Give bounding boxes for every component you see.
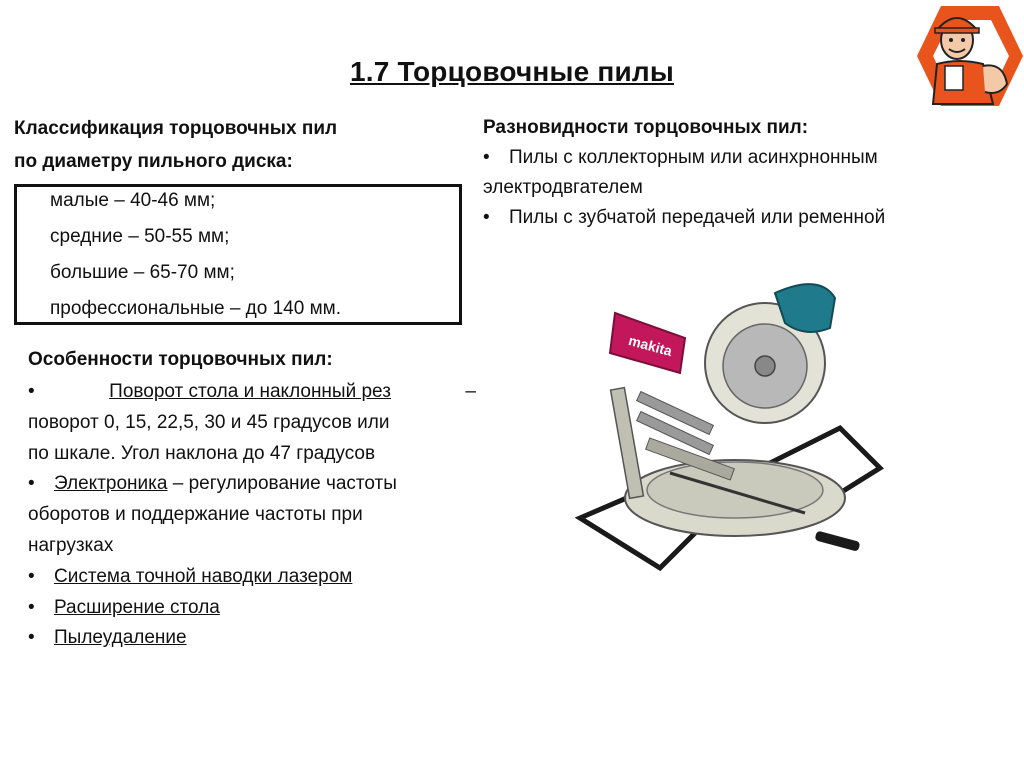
sizes-list	[50, 184, 341, 328]
features-block	[28, 343, 476, 654]
variety-item-motor-continued: электродвгателем	[483, 177, 643, 198]
bullet-icon: •	[483, 147, 490, 168]
bullet-icon: •	[28, 473, 35, 495]
feature-rotation-detail-1: поворот 0, 15, 22,5, 30 и 45 градусов или	[28, 411, 390, 433]
size-small: малые – 40-46 мм;	[50, 190, 216, 211]
varieties-heading: Разновидности торцовочных пил:	[483, 117, 809, 138]
bullet-icon: •	[28, 627, 35, 649]
size-medium: средние – 50-55 мм;	[50, 226, 230, 247]
page-title: 1.7 Торцовочные пилы	[349, 56, 675, 87]
classification-heading-line1: Классификация торцовочных пил	[14, 118, 338, 139]
variety-item-gear: • Пилы с зубчатой передачей или ременной	[483, 203, 885, 233]
feature-electronics-detail-2: нагрузках	[28, 534, 114, 556]
bullet-icon: •	[28, 565, 35, 587]
feature-item-rotation: • Поворот стола и наклонный рез –	[28, 377, 476, 408]
feature-item-table-extension	[28, 593, 476, 624]
miter-saw-image	[560, 268, 890, 588]
feature-item-dust-removal	[28, 623, 476, 654]
bullet-icon: •	[28, 381, 35, 402]
feature-link-laser[interactable]: Система точной наводки лазером	[54, 565, 353, 587]
brand-label: makita	[626, 332, 674, 360]
feature-item-electronics: • Электроника – регулирование частоты	[28, 469, 476, 500]
feature-rotation-detail-2: по шкале. Угол наклона до 47 градусов	[28, 442, 376, 464]
feature-link-electronics[interactable]: Электроника	[54, 473, 168, 495]
classification-heading-line2: по диаметру пильного диска:	[14, 151, 293, 172]
size-large: большие – 65-70 мм;	[50, 262, 235, 283]
feature-link-table-extension[interactable]: Расширение стола	[54, 596, 220, 618]
features-heading: Особенности торцовочных пил:	[28, 349, 333, 370]
feature-link-rotation[interactable]: Поворот стола и наклонный рез	[109, 381, 391, 402]
feature-electronics-detail-1: оборотов и поддержание частоты при	[28, 504, 363, 526]
bullet-icon: •	[28, 596, 35, 618]
variety-item-motor: • Пилы с коллекторным или асинхрнонным	[483, 143, 885, 173]
bullet-icon: •	[483, 207, 490, 228]
worker-mascot-icon	[903, 0, 1024, 112]
size-professional: профессиональные – до 140 мм.	[50, 298, 342, 319]
feature-item-laser	[28, 562, 476, 593]
feature-link-dust-removal[interactable]: Пылеудаление	[54, 627, 187, 649]
varieties-block	[483, 113, 885, 233]
